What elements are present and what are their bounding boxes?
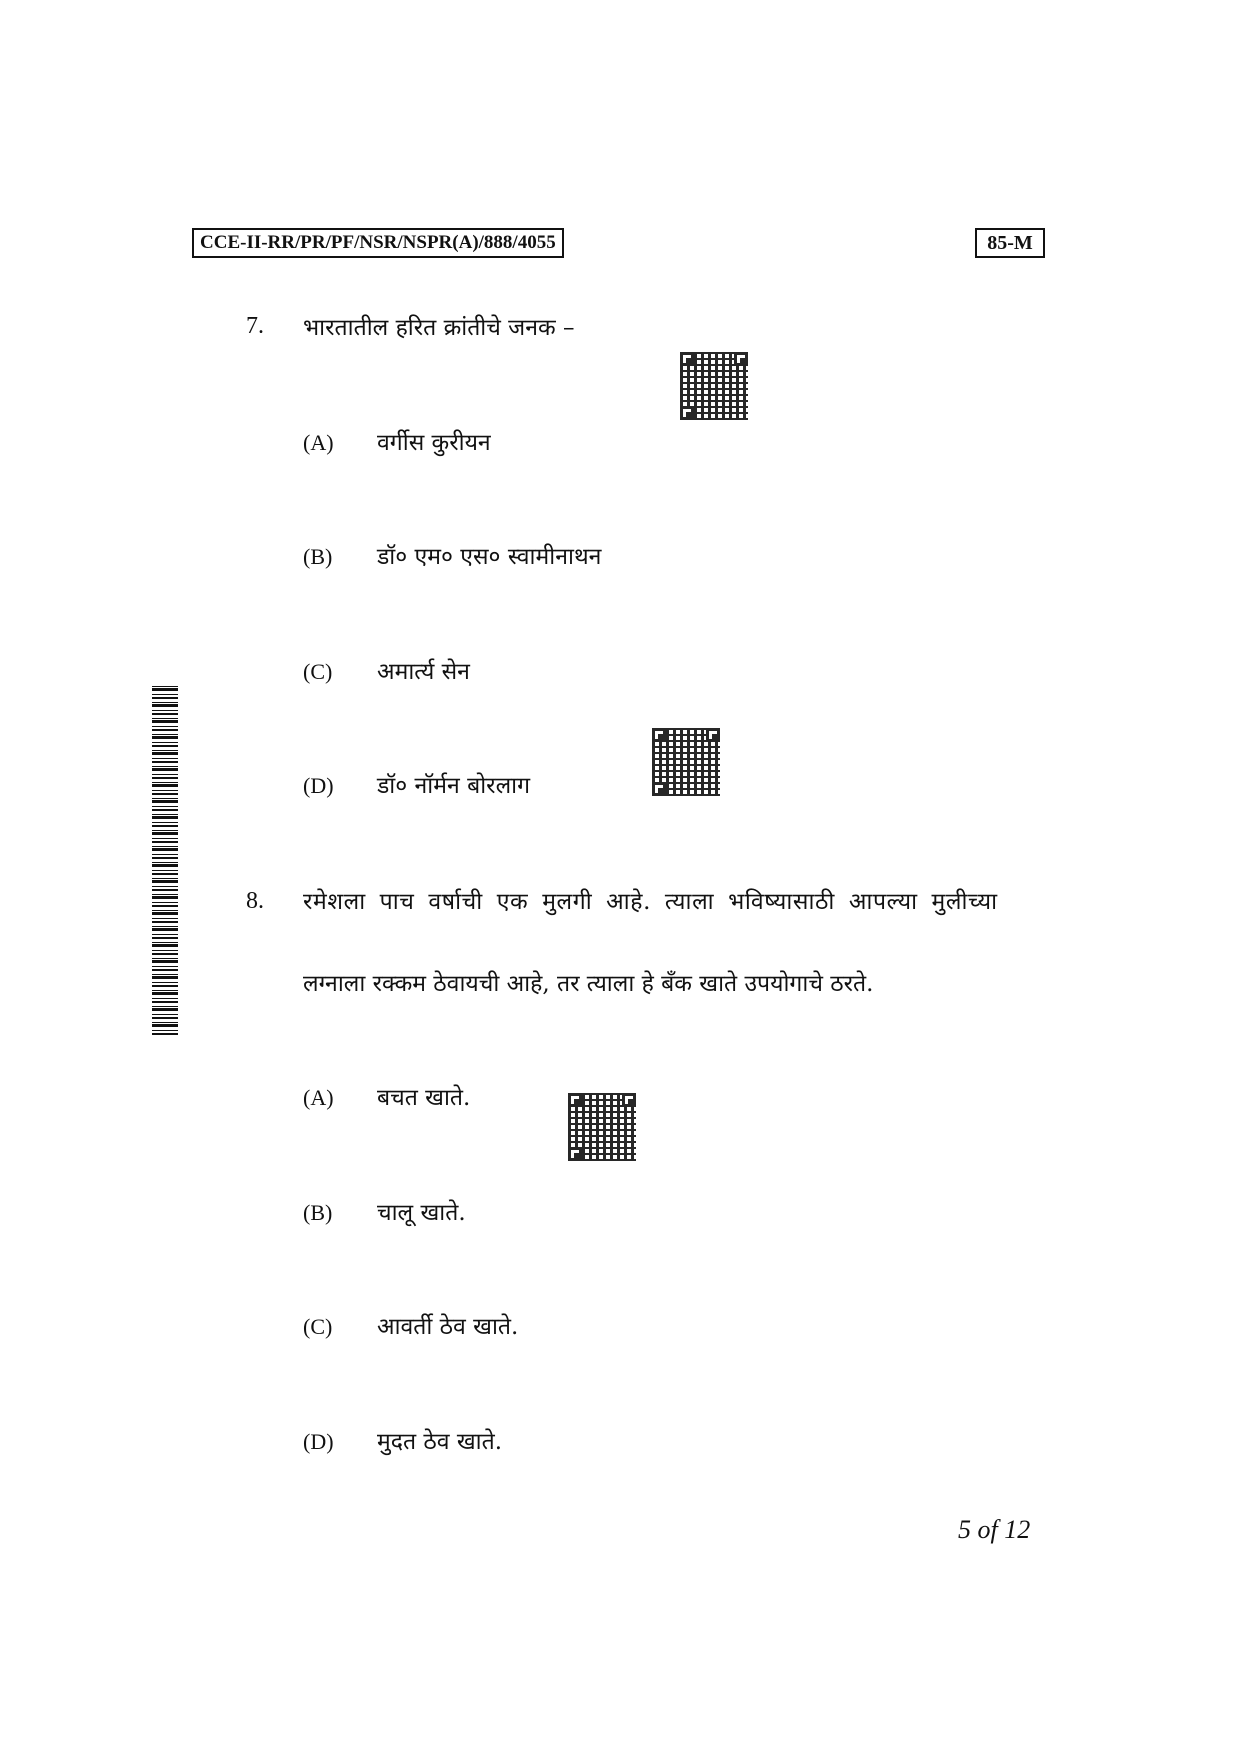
- qr-code: [652, 728, 720, 796]
- question-text-line-2: लग्नाला रक्कम ठेवायची आहे, तर त्याला हे बँक खाते उपयोगाचे ठरते.: [303, 971, 874, 997]
- option-text: मुदत ठेव खाते.: [377, 1429, 503, 1455]
- option-letter: (D): [303, 773, 334, 798]
- option-text: चालू खाते.: [377, 1200, 466, 1226]
- qr-code: [680, 352, 748, 420]
- qr-code: [568, 1093, 636, 1161]
- option-text: अमार्त्य सेन: [377, 659, 470, 685]
- question-text-line-1: रमेशला पाच वर्षाची एक मुलगी आहे. त्याला भविष्यासाठी आपल्या मुलीच्या: [303, 889, 998, 915]
- barcode-strip: [152, 685, 178, 1035]
- option-text: वर्गीस कुरीयन: [377, 430, 491, 456]
- option-text: डॉ० एम० एस० स्वामीनाथन: [377, 544, 602, 570]
- question-number: 7.: [246, 313, 264, 339]
- question-number: 8.: [246, 888, 264, 914]
- option-letter: (C): [303, 1314, 333, 1339]
- option-letter: (A): [303, 430, 334, 455]
- option-text: बचत खाते.: [377, 1085, 471, 1111]
- question-text: भारतातील हरित क्रांतीचे जनक –: [303, 315, 575, 341]
- booklet-code-box: 85-M: [975, 228, 1045, 258]
- option-text: डॉ० नॉर्मन बोरलाग: [377, 773, 531, 799]
- option-letter: (C): [303, 659, 333, 684]
- option-letter: (B): [303, 1200, 333, 1225]
- option-letter: (B): [303, 544, 333, 569]
- option-letter: (D): [303, 1429, 334, 1454]
- page-indicator: 5 of 12: [958, 1515, 1031, 1544]
- option-letter: (A): [303, 1085, 334, 1110]
- option-text: आवर्ती ठेव खाते.: [377, 1314, 519, 1340]
- exam-code-box: CCE-II-RR/PR/PF/NSR/NSPR(A)/888/4055: [192, 228, 564, 258]
